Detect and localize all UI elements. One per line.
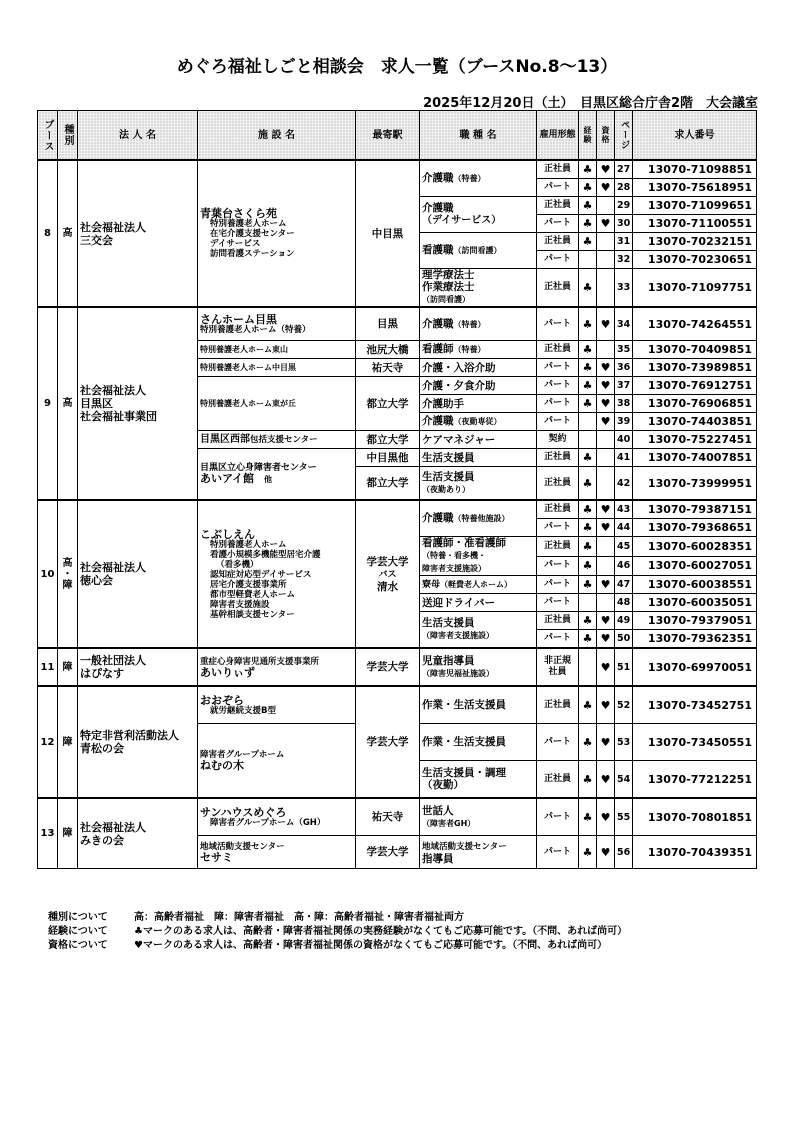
job-title: 介護助手: [420, 395, 537, 413]
heart-icon: ♥: [597, 359, 615, 377]
club-icon: ♣: [579, 467, 597, 501]
heart-icon: ♥: [597, 377, 615, 395]
employment-type: パート: [537, 179, 579, 197]
kind: 障: [58, 648, 78, 686]
page-number: 35: [615, 341, 633, 359]
header-job-number: 求人番号: [633, 111, 757, 161]
facility-name: こぶしえん 特別養護老人ホーム 看護小規模多機能型居宅介護 （看多機） 認知症対応型デイサービス 居宅介護支援事業所 都市型軽費老人ホーム 障害者支援施設 基幹相談支援センター: [198, 500, 356, 648]
job-number: 13070-73452751: [633, 686, 757, 724]
club-icon: ♣: [579, 761, 597, 799]
page-number: 43: [615, 500, 633, 519]
page-number: 34: [615, 307, 633, 341]
club-icon: ♣: [579, 233, 597, 251]
header-station: 最寄駅: [356, 111, 420, 161]
org-name: 社会福祉法人 目黒区 社会福祉事業団: [78, 307, 198, 500]
club-icon: ♣: [579, 359, 597, 377]
job-title: 介護職 （デイサービス）: [420, 197, 537, 233]
job-title: 理学療法士 作業療法士 （訪問看護）: [420, 269, 537, 308]
page-number: 51: [615, 648, 633, 686]
heart-icon: ♥: [597, 724, 615, 761]
station: 都立大学: [356, 431, 420, 449]
job-title: 介護職（夜勤専従）: [420, 413, 537, 431]
job-number: 13070-70409851: [633, 341, 757, 359]
heart-icon: ♥: [597, 413, 615, 431]
heart-icon: ♥: [597, 836, 615, 869]
club-icon: ♣: [579, 197, 597, 215]
facility-name: 特別養護老人ホーム東が丘: [198, 377, 356, 431]
club-icon: ♣: [579, 449, 597, 467]
header-org: 法 人 名: [78, 111, 198, 161]
heart-icon: ♥: [597, 798, 615, 836]
club-icon: ♣: [579, 269, 597, 308]
job-number: 13070-74264551: [633, 307, 757, 341]
heart-icon: ♥: [597, 500, 615, 519]
page-number: 47: [615, 576, 633, 594]
employment-type: パート: [537, 798, 579, 836]
job-number: 13070-70439351: [633, 836, 757, 869]
club-icon: ♣: [579, 307, 597, 341]
heart-icon: ♥: [597, 648, 615, 686]
job-title: 介護・夕食介助: [420, 377, 537, 395]
employment-type: 正社員: [537, 197, 579, 215]
job-number: 13070-60027051: [633, 556, 757, 576]
table-row: [38, 798, 757, 836]
job-number: 13070-71097751: [633, 269, 757, 308]
station: 学芸大学: [356, 686, 420, 798]
event-date-venue: 2025年12月20日（土） 目黒区総合庁舎2階 大会議室: [423, 96, 758, 111]
facility-name: 青葉台さくら苑 特別養護老人ホーム 在宅介護支援センター デイサービス 訪問看護ステーション: [198, 160, 356, 307]
job-number: 13070-60035051: [633, 594, 757, 612]
employment-type: パート: [537, 630, 579, 649]
job-title: 生活支援員: [420, 449, 537, 467]
page-number: 37: [615, 377, 633, 395]
job-number: 13070-79362351: [633, 630, 757, 649]
employment-type: パート: [537, 413, 579, 431]
page-number: 40: [615, 431, 633, 449]
page-number: 49: [615, 612, 633, 630]
employment-type: パート: [537, 215, 579, 233]
club-icon: ♣: [579, 215, 597, 233]
page-number: 50: [615, 630, 633, 649]
club-icon: ♣: [579, 612, 597, 630]
page-number: 32: [615, 251, 633, 269]
header-page: ページ: [615, 111, 633, 161]
facility-name: さんホーム目黒 特別養護老人ホーム（特養）: [198, 307, 356, 341]
employment-type: パート: [537, 395, 579, 413]
table-header-row: [38, 111, 757, 161]
org-name: 社会福祉法人 三交会: [78, 160, 198, 307]
job-title: 作業・生活支援員: [420, 724, 537, 761]
job-number: 13070-73450551: [633, 724, 757, 761]
job-number: 13070-79368651: [633, 519, 757, 537]
kind: 高: [58, 160, 78, 307]
job-number: 13070-71100551: [633, 215, 757, 233]
employment-type: 契約: [537, 431, 579, 449]
job-title: 介護・入浴介助: [420, 359, 537, 377]
facility-name: 障害者グループホーム ねむの木: [198, 724, 356, 799]
job-title: 送迎ドライバー: [420, 594, 537, 612]
org-name: 社会福祉法人 徳心会: [78, 500, 198, 648]
club-icon: ♣: [579, 395, 597, 413]
job-number: 13070-73989851: [633, 359, 757, 377]
page-number: 42: [615, 467, 633, 501]
club-icon: ♣: [579, 686, 597, 724]
booth-number: 8: [38, 160, 58, 307]
heart-icon: ♥: [597, 630, 615, 649]
page-number: 46: [615, 556, 633, 576]
job-number: 13070-77212251: [633, 761, 757, 799]
facility-name: おおぞら 就労継続支援B型: [198, 686, 356, 724]
station: 目黒: [356, 307, 420, 341]
job-listing-table: [37, 110, 757, 869]
facility-name: 目黒区立心身障害者センター あいアイ館 他: [198, 449, 356, 501]
employment-type: 正社員: [537, 500, 579, 519]
club-icon: ♣: [579, 160, 597, 179]
table-row: [38, 500, 757, 519]
table-row: [38, 648, 757, 686]
employment-type: パート: [537, 724, 579, 761]
job-number: 13070-76906851: [633, 395, 757, 413]
club-icon: ♣: [579, 377, 597, 395]
employment-type: 非正規 社員: [537, 648, 579, 686]
employment-type: パート: [537, 359, 579, 377]
facility-name: 地域活動支援センター セサミ: [198, 836, 356, 869]
page-number: 44: [615, 519, 633, 537]
employment-type: 正社員: [537, 269, 579, 308]
club-icon: ♣: [579, 630, 597, 649]
heart-icon: ♥: [597, 686, 615, 724]
legend-notes: [48, 911, 627, 953]
employment-type: 正社員: [537, 341, 579, 359]
job-number: 13070-70801851: [633, 798, 757, 836]
job-title: 看護師（特養）: [420, 341, 537, 359]
employment-type: 正社員: [537, 233, 579, 251]
kind: 障: [58, 686, 78, 798]
booth-number: 12: [38, 686, 58, 798]
page-number: 28: [615, 179, 633, 197]
job-title: 介護職（特養他施設）: [420, 500, 537, 537]
station: 都立大学: [356, 467, 420, 501]
job-title: 介護職（特養）: [420, 160, 537, 197]
heart-icon: ♥: [597, 215, 615, 233]
station: 都立大学: [356, 377, 420, 431]
table-row: [38, 686, 757, 724]
booth-number: 11: [38, 648, 58, 686]
page-number: 48: [615, 594, 633, 612]
heart-icon: ♥: [597, 160, 615, 179]
employment-type: パート: [537, 836, 579, 869]
page-number: 55: [615, 798, 633, 836]
org-name: 一般社団法人 はぴなす: [78, 648, 198, 686]
booth-number: 13: [38, 798, 58, 869]
kind: 障: [58, 798, 78, 869]
station: 学芸大学: [356, 648, 420, 686]
club-icon: ♣: [579, 724, 597, 761]
page-number: 33: [615, 269, 633, 308]
job-title: 寮母（軽費老人ホーム）: [420, 576, 537, 594]
facility-name: サンハウスめぐろ 障害者グループホーム（GH）: [198, 798, 356, 836]
employment-type: パート: [537, 251, 579, 269]
station: 学芸大学: [356, 836, 420, 869]
job-number: 13070-60028351: [633, 537, 757, 557]
job-number: 13070-70232151: [633, 233, 757, 251]
job-title: ケアマネジャー: [420, 431, 537, 449]
table-row: [38, 160, 757, 179]
heart-icon: ♥: [597, 576, 615, 594]
employment-type: 正社員: [537, 160, 579, 179]
job-title: 生活支援員 （夜勤あり）: [420, 467, 537, 501]
heart-icon: ♥: [597, 395, 615, 413]
club-icon: ♣: [579, 500, 597, 519]
header-facility: 施 設 名: [198, 111, 356, 161]
employment-type: 正社員: [537, 449, 579, 467]
station: 祐天寺: [356, 359, 420, 377]
page-number: 29: [615, 197, 633, 215]
page-number: 30: [615, 215, 633, 233]
page-number: 31: [615, 233, 633, 251]
employment-type: 正社員: [537, 537, 579, 557]
heart-icon: ♥: [597, 761, 615, 799]
header-employment: 雇用形態: [537, 111, 579, 161]
job-title: 作業・生活支援員: [420, 686, 537, 724]
job-title: 看護職（訪問看護）: [420, 233, 537, 269]
employment-type: 正社員: [537, 761, 579, 799]
org-name: 特定非営利活動法人 青松の会: [78, 686, 198, 798]
club-icon: ♣: [579, 576, 597, 594]
page-number: 27: [615, 160, 633, 179]
station: 池尻大橋: [356, 341, 420, 359]
club-icon: ♣: [579, 836, 597, 869]
employment-type: 正社員: [537, 467, 579, 501]
page-number: 39: [615, 413, 633, 431]
job-number: 13070-75618951: [633, 179, 757, 197]
club-icon: ♣: [579, 519, 597, 537]
heart-icon: ♥: [597, 612, 615, 630]
job-title: 世話人 （障害者GH）: [420, 798, 537, 836]
employment-type: パート: [537, 307, 579, 341]
station: 祐天寺: [356, 798, 420, 836]
facility-name: 特別養護老人ホーム中目黒: [198, 359, 356, 377]
job-number: 13070-79387151: [633, 500, 757, 519]
job-number: 13070-70230651: [633, 251, 757, 269]
heart-icon: ♥: [597, 179, 615, 197]
job-number: 13070-75227451: [633, 431, 757, 449]
employment-type: パート: [537, 556, 579, 576]
job-number: 13070-74007851: [633, 449, 757, 467]
job-title: 生活支援員・調理 （夜勤）: [420, 761, 537, 799]
page-number: 38: [615, 395, 633, 413]
club-icon: ♣: [579, 556, 597, 576]
booth-number: 9: [38, 307, 58, 500]
job-title: 児童指導員 （障害児福祉施設）: [420, 648, 537, 686]
employment-type: パート: [537, 519, 579, 537]
employment-type: パート: [537, 576, 579, 594]
kind: 高 ・ 障: [58, 500, 78, 648]
page-number: 52: [615, 686, 633, 724]
note-kind: 種別について 高：高齢者福祉 障：障害者福祉 高・障：高齢者福祉・障害者福祉両方: [48, 912, 464, 923]
job-number: 13070-73999951: [633, 467, 757, 501]
page-number: 54: [615, 761, 633, 799]
header-booth: ブース: [38, 111, 58, 161]
job-number: 13070-76912751: [633, 377, 757, 395]
job-number: 13070-71099651: [633, 197, 757, 215]
page-number: 53: [615, 724, 633, 761]
job-title: 看護師・准看護師 （特養・看多機・ 障害者支援施設）: [420, 537, 537, 576]
job-number: 13070-71098851: [633, 160, 757, 179]
job-number: 13070-74403851: [633, 413, 757, 431]
heart-icon: ♥: [597, 307, 615, 341]
page-number: 41: [615, 449, 633, 467]
note-qualification: 資格について ♥マークのある求人は、高齢者・障害者福祉関係の資格がなくてもご応募可能です。（不問、あれば尚可）: [48, 940, 608, 951]
booth-number: 10: [38, 500, 58, 648]
page-title: めぐろ福祉しごと相談会 求人一覧（ブースNo.8～13）: [176, 57, 618, 77]
employment-type: 正社員: [537, 612, 579, 630]
club-icon: ♣: [579, 179, 597, 197]
employment-type: パート: [537, 594, 579, 612]
page-number: 45: [615, 537, 633, 557]
facility-name: 重症心身障害児通所支援事業所 あいりぃず: [198, 648, 356, 686]
page-number: 56: [615, 836, 633, 869]
job-number: 13070-69970051: [633, 648, 757, 686]
station: 中目黒: [356, 160, 420, 307]
job-title: 介護職（特養）: [420, 307, 537, 341]
job-number: 13070-79379051: [633, 612, 757, 630]
note-experience: 経験について ♣マークのある求人は、高齢者・障害者福祉関係の実務経験がなくてもご応募可能です。（不問、あれば尚可）: [48, 926, 628, 937]
club-icon: ♣: [579, 798, 597, 836]
table-row: [38, 307, 757, 341]
facility-name: 目黒区西部包括支援センター: [198, 431, 356, 449]
header-experience: 経験: [579, 111, 597, 161]
job-number: 13070-60038551: [633, 576, 757, 594]
kind: 高: [58, 307, 78, 500]
page-number: 36: [615, 359, 633, 377]
facility-name: 特別養護老人ホーム東山: [198, 341, 356, 359]
station: 中目黒他: [356, 449, 420, 467]
job-title: 地域活動支援センター 指導員: [420, 836, 537, 869]
club-icon: ♣: [579, 537, 597, 557]
header-kind: 種別: [58, 111, 78, 161]
club-icon: ♣: [579, 341, 597, 359]
employment-type: 正社員: [537, 686, 579, 724]
employment-type: パート: [537, 377, 579, 395]
job-title: 生活支援員 （障害者支援施設）: [420, 612, 537, 649]
station: 学芸大学 バス 清水: [356, 500, 420, 648]
org-name: 社会福祉法人 みきの会: [78, 798, 198, 869]
header-qualification: 資格: [597, 111, 615, 161]
heart-icon: ♥: [597, 519, 615, 537]
header-job: 職 種 名: [420, 111, 537, 161]
